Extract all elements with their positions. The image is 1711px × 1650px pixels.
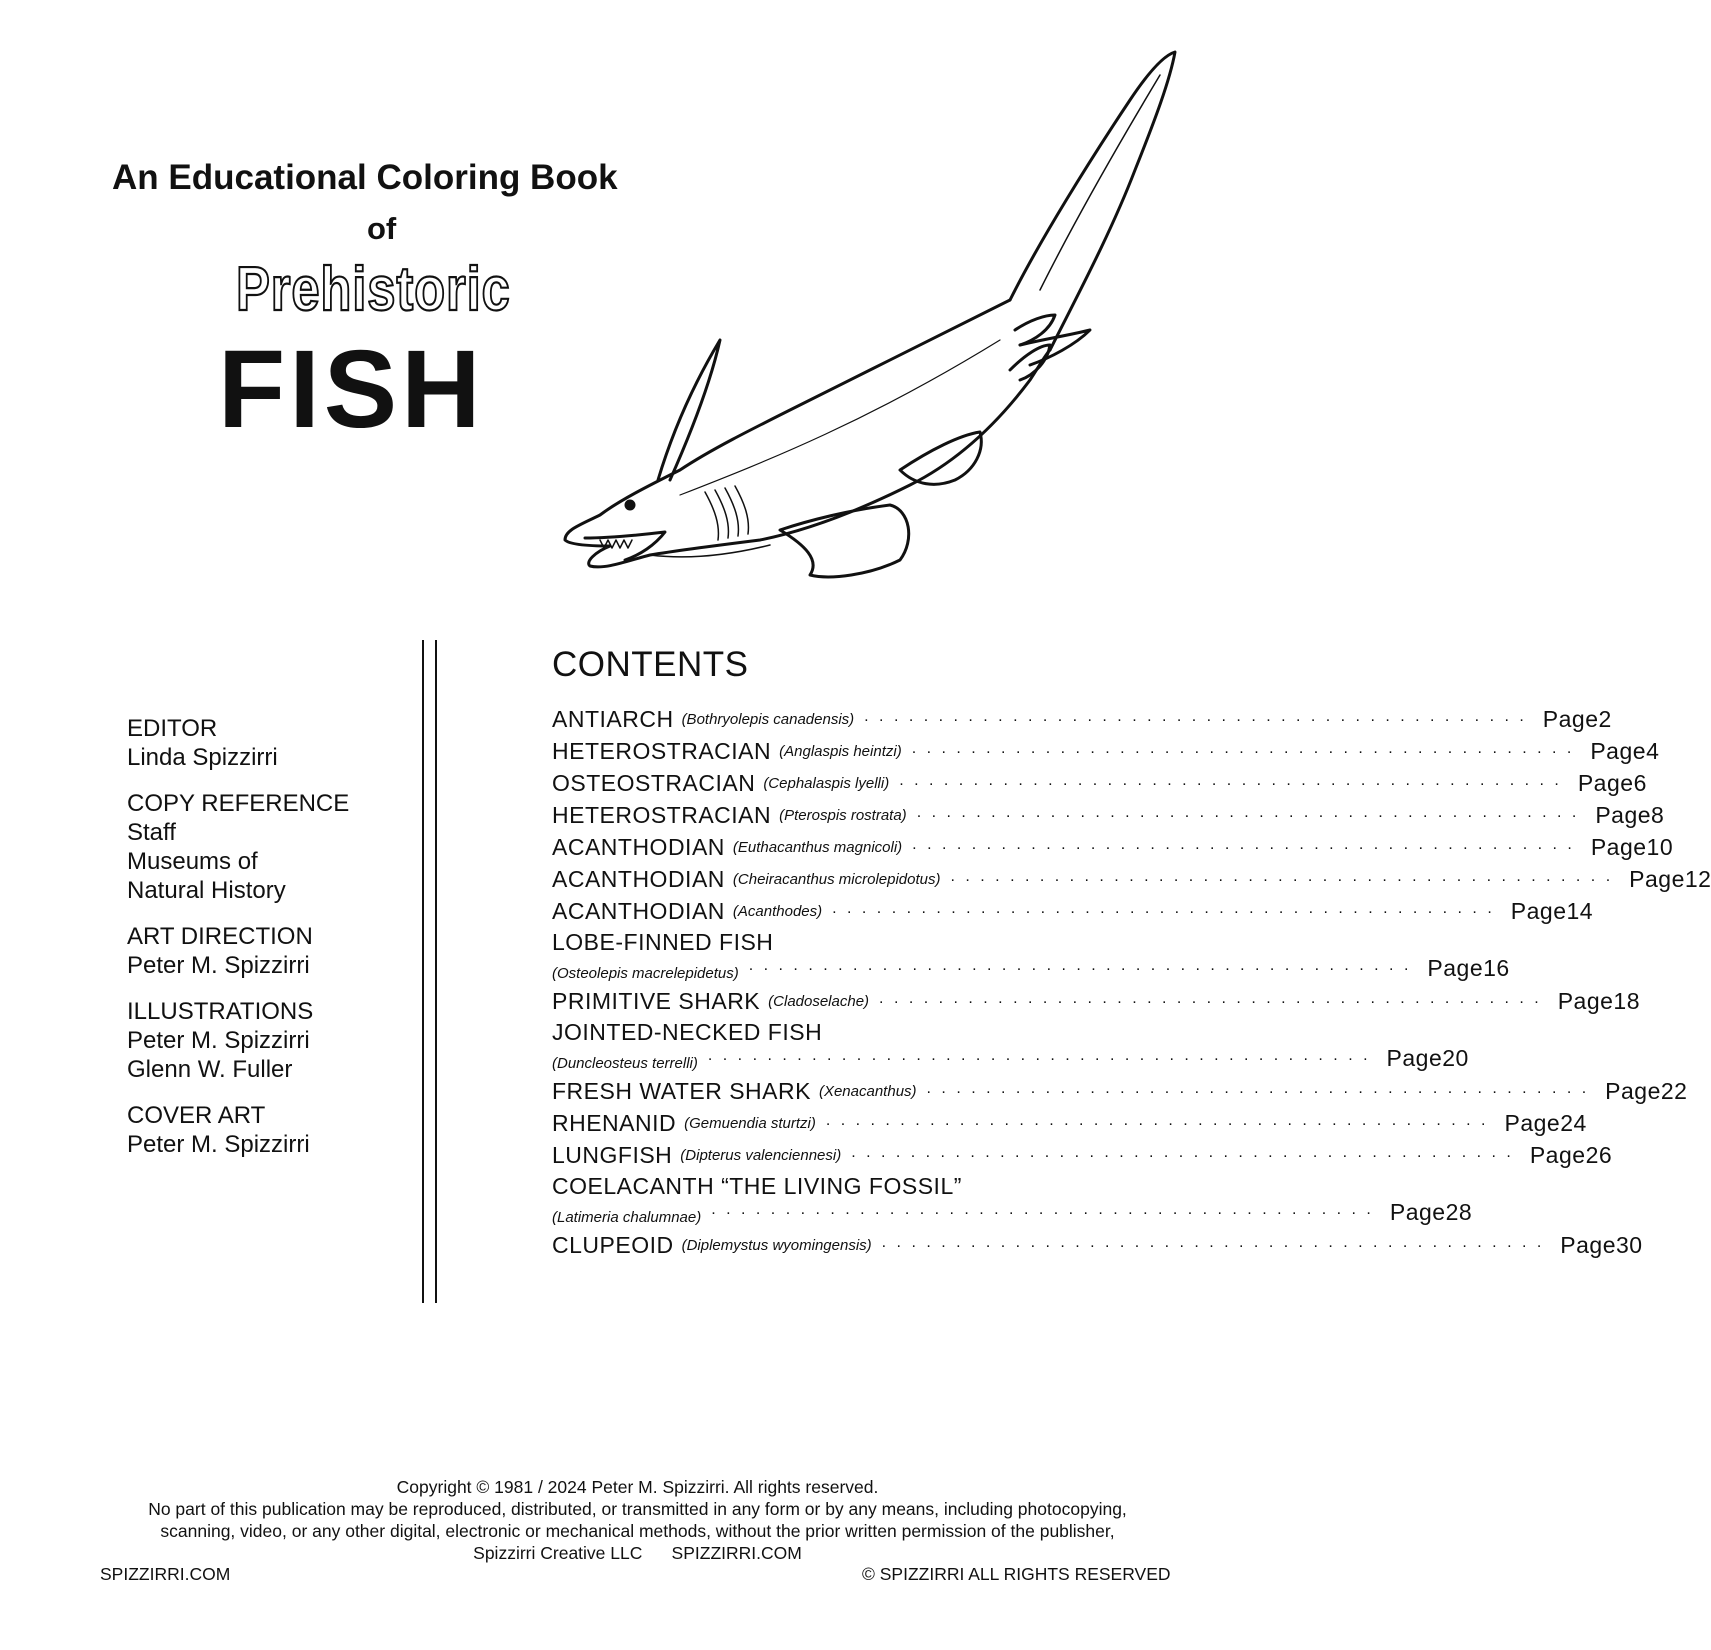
toc-entry-scientific-name: (Cladoselache) xyxy=(768,993,870,1010)
toc-page-number: 30 xyxy=(1616,1232,1643,1258)
toc-entry-text xyxy=(552,1232,1550,1259)
toc-entry-name: ACANTHODIAN xyxy=(552,866,725,892)
toc-entry-text xyxy=(552,834,1581,861)
toc-entry-name: FRESH WATER SHARK xyxy=(552,1078,811,1104)
toc-entry-scientific-name: (Diplemystus wyomingensis) xyxy=(681,1237,872,1254)
credit-name: Linda Spizzirri xyxy=(127,744,278,771)
credit-name: Peter M. Spizzirri xyxy=(127,1131,310,1158)
toc-entry-scientific-name: (Latimeria chalumnae) xyxy=(552,1209,702,1226)
toc-entry-scientific-name: (Dipterus valenciennesi) xyxy=(680,1147,842,1164)
toc-leader-dots: . . . . . . . . . . . . . . . . . . . . . . . . . . . . . . . . . . . . . . . . . . . . . xyxy=(926,1080,1590,1097)
toc-page-label: Page xyxy=(1590,738,1647,764)
toc-page-number: 10 xyxy=(1646,834,1674,860)
toc-entry-scientific-name: (Bothryolepis canadensis) xyxy=(681,711,855,728)
toc-page-number: 16 xyxy=(1483,955,1510,981)
toc-leader-dots: . . . . . . . . . . . . . . . . . . . . . . . . . . . . . . . . . . . . . . . . . . . . . xyxy=(711,1201,1374,1218)
toc-entry-name: ACANTHODIAN xyxy=(552,834,725,860)
toc-leader-dots: . . . . . . . . . . . . . . . . . . . . . . . . . . . . . . . . . . . . . . . . . . . . . xyxy=(825,1112,1489,1129)
toc-leader-dots: . . . . . . . . . . . . . . . . . . . . . . . . . . . . . . . . . . . . . . . . . . . . . xyxy=(879,990,1542,1007)
toc-entry xyxy=(552,1232,1643,1259)
toc-page-label: Page xyxy=(1605,1078,1661,1104)
toc-entry xyxy=(552,929,1510,982)
toc-leader-dots: . . . . . . . . . . . . . . . . . . . . . . . . . . . . . . . . . . . . . . . . . . . . . xyxy=(912,836,1575,853)
toc-entry-text xyxy=(552,1110,1494,1137)
credit-name: Natural History xyxy=(127,877,286,904)
toc-entry-text xyxy=(552,866,1619,893)
toc-entry-name: HETEROSTRACIAN xyxy=(552,738,772,764)
credit-name: Peter M. Spizzirri xyxy=(127,1027,310,1054)
toc-leader-dots: . . . . . . . . . . . . . . . . . . . . . . . . . . . . . . . . . . . . . . . . . . . . . xyxy=(950,868,1614,885)
toc-entry-scientific-name: (Gemuendia sturtzi) xyxy=(684,1115,816,1132)
toc-entry-name: PRIMITIVE SHARK xyxy=(552,988,761,1014)
toc-page-label: Page xyxy=(1577,770,1634,796)
toc-page-number: 8 xyxy=(1651,802,1665,828)
notice-line-2: scanning, video, or any other digital, electronic or mechanical methods, without the prior written permission of the publisher, xyxy=(160,1521,1115,1541)
credits xyxy=(127,714,407,1176)
toc-entry-text xyxy=(552,738,1580,765)
toc-page-number: 24 xyxy=(1560,1110,1587,1136)
toc-page-number: 28 xyxy=(1445,1199,1473,1225)
toc-entry-text xyxy=(552,898,1501,925)
footer-rights: © SPIZZIRRI ALL RIGHTS RESERVED xyxy=(862,1564,1171,1584)
credit-role: COPY REFERENCE xyxy=(127,790,350,817)
toc-page-number: 22 xyxy=(1660,1078,1688,1104)
toc-page-number: 12 xyxy=(1684,866,1711,892)
toc-entry-text xyxy=(552,802,1585,829)
toc-page-label: Page xyxy=(1529,1142,1586,1168)
toc-entry xyxy=(552,1142,1613,1169)
toc-leader-dots: . . . . . . . . . . . . . . . . . . . . . . . . . . . . . . . . . . . . . . . . . . . . . xyxy=(911,740,1575,757)
toc-leader-dots: . . . . . . . . . . . . . . . . . . . . . . . . . . . . . . . . . . . . . . . . . . . . . xyxy=(707,1047,1371,1064)
toc-entry-name: COELACANTH “THE LIVING FOSSIL” xyxy=(552,1173,962,1199)
toc-leader-dots: . . . . . . . . . . . . . . . . . . . . . . . . . . . . . . . . . . . . . . . . . . . . . xyxy=(832,900,1495,917)
toc-entry-scientific-name: (Duncleosteus terrelli) xyxy=(552,1055,698,1072)
toc-entry xyxy=(552,1078,1688,1105)
toc-page-number: 14 xyxy=(1566,898,1594,924)
toc-entry-text xyxy=(552,988,1548,1015)
credit-group xyxy=(127,714,407,772)
fish-illustration xyxy=(570,40,1230,620)
toc-entry xyxy=(552,988,1640,1015)
publisher-line: Spizzirri Creative LLC SPIZZIRRI.COM xyxy=(473,1543,802,1563)
credit-group xyxy=(127,1101,407,1159)
toc-page-label: Page xyxy=(1542,706,1599,732)
credit-group xyxy=(127,922,407,980)
toc-entry-subline xyxy=(552,1045,1377,1072)
toc-entry xyxy=(552,1019,1469,1072)
toc-entry-text xyxy=(552,770,1568,797)
toc-entry-name: HETEROSTRACIAN xyxy=(552,802,772,828)
toc-entry xyxy=(552,706,1612,733)
divider-line-right xyxy=(435,640,437,1303)
toc-leader-dots: . . . . . . . . . . . . . . . . . . . . . . . . . . . . . . . . . . . . . . . . . . . . . xyxy=(851,1144,1514,1161)
contents-heading: CONTENTS xyxy=(552,645,749,684)
credit-name: Staff xyxy=(127,819,176,846)
copyright-line: Copyright © 1981 / 2024 Peter M. Spizzirri. All rights reserved. xyxy=(396,1477,879,1497)
title-line-3: Prehistoric xyxy=(236,255,511,324)
toc-entry xyxy=(552,738,1660,765)
toc-entry-name: OSTEOSTRACIAN xyxy=(552,770,756,796)
toc-page-label: Page xyxy=(1510,898,1567,924)
toc-page-number: 2 xyxy=(1598,706,1612,732)
toc-page-number: 18 xyxy=(1613,988,1640,1014)
toc-entry-text xyxy=(552,1020,1377,1072)
toc-entry-text xyxy=(552,1078,1595,1105)
toc-page-label: Page xyxy=(1595,802,1652,828)
credit-name: Glenn W. Fuller xyxy=(127,1056,293,1083)
toc-page-label: Page xyxy=(1560,1232,1617,1258)
toc-entry-text xyxy=(552,1142,1520,1169)
toc-entry-scientific-name: (Cheiracanthus microlepidotus) xyxy=(732,871,941,888)
title-line-2: of xyxy=(367,211,397,246)
toc-leader-dots: . . . . . . . . . . . . . . . . . . . . . . . . . . . . . . . . . . . . . . . . . . . . . xyxy=(864,708,1527,725)
title-line-1: An Educational Coloring Book xyxy=(112,158,618,197)
toc-entry-text xyxy=(552,930,1417,982)
toc-leader-dots: . . . . . . . . . . . . . . . . . . . . . . . . . . . . . . . . . . . . . . . . . . . . . xyxy=(881,1234,1545,1251)
toc-page-label: Page xyxy=(1386,1045,1443,1071)
toc-entry xyxy=(552,898,1594,925)
toc-entry-name: ACANTHODIAN xyxy=(552,898,725,924)
toc-entry xyxy=(552,1110,1587,1137)
table-of-contents xyxy=(552,706,1711,1264)
toc-page-label: Page xyxy=(1427,955,1484,981)
toc-entry xyxy=(552,834,1674,861)
toc-page-label: Page xyxy=(1389,1199,1446,1225)
credit-role: EDITOR xyxy=(127,715,218,742)
toc-leader-dots: . . . . . . . . . . . . . . . . . . . . . . . . . . . . . . . . . . . . . . . . . . . . . xyxy=(748,957,1412,974)
divider-line-left xyxy=(422,640,424,1303)
toc-page-label: Page xyxy=(1557,988,1614,1014)
toc-entry-scientific-name: (Pterospis rostrata) xyxy=(779,807,907,824)
toc-page-label: Page xyxy=(1590,834,1647,860)
footer-website: SPIZZIRRI.COM xyxy=(100,1564,231,1584)
toc-entry-name: ANTIARCH xyxy=(552,706,674,732)
toc-entry-scientific-name: (Anglaspis heintzi) xyxy=(779,743,902,760)
toc-entry-text xyxy=(552,1174,1380,1226)
toc-entry xyxy=(552,802,1665,829)
toc-leader-dots: . . . . . . . . . . . . . . . . . . . . . . . . . . . . . . . . . . . . . . . . . . . . . xyxy=(916,804,1580,821)
toc-leader-dots: . . . . . . . . . . . . . . . . . . . . . . . . . . . . . . . . . . . . . . . . . . . . . xyxy=(899,772,1562,789)
credit-name: Peter M. Spizzirri xyxy=(127,952,310,979)
toc-entry-subline xyxy=(552,1199,1380,1226)
credit-group xyxy=(127,997,407,1084)
toc-page-number: 4 xyxy=(1646,738,1660,764)
toc-entry-subline xyxy=(552,955,1417,982)
toc-entry-name: RHENANID xyxy=(552,1110,677,1136)
title-line-4: FISH xyxy=(218,328,485,451)
credit-role: ILLUSTRATIONS xyxy=(127,998,314,1025)
toc-entry-scientific-name: (Acanthodes) xyxy=(732,903,823,920)
toc-entry xyxy=(552,866,1711,893)
toc-entry-scientific-name: (Osteolepis macrelepidetus) xyxy=(552,965,739,982)
toc-entry-scientific-name: (Euthacanthus magnicoli) xyxy=(732,839,903,856)
toc-page-number: 20 xyxy=(1442,1045,1469,1071)
toc-page-number: 26 xyxy=(1585,1142,1613,1168)
credit-role: COVER ART xyxy=(127,1102,266,1129)
credit-name: Museums of xyxy=(127,848,258,875)
toc-entry xyxy=(552,770,1647,797)
toc-entry-name: JOINTED-NECKED FISH xyxy=(552,1019,823,1045)
credit-group xyxy=(127,789,407,905)
toc-entry-scientific-name: (Xenacanthus) xyxy=(818,1083,917,1100)
toc-entry-name: LUNGFISH xyxy=(552,1142,673,1168)
toc-page-label: Page xyxy=(1504,1110,1561,1136)
notice-line-1: No part of this publication may be reproduced, distributed, or transmitted in any form or by any means, including photocopying, xyxy=(148,1499,1127,1519)
copyright-footer xyxy=(0,1476,1275,1564)
toc-entry-scientific-name: (Cephalaspis lyelli) xyxy=(763,775,890,792)
toc-entry xyxy=(552,1173,1473,1226)
toc-entry-name: LOBE-FINNED FISH xyxy=(552,929,774,955)
credit-role: ART DIRECTION xyxy=(127,923,313,950)
toc-entry-text xyxy=(552,706,1533,733)
toc-entry-name: CLUPEOID xyxy=(552,1232,674,1258)
toc-page-number: 6 xyxy=(1633,770,1647,796)
toc-page-label: Page xyxy=(1629,866,1685,892)
